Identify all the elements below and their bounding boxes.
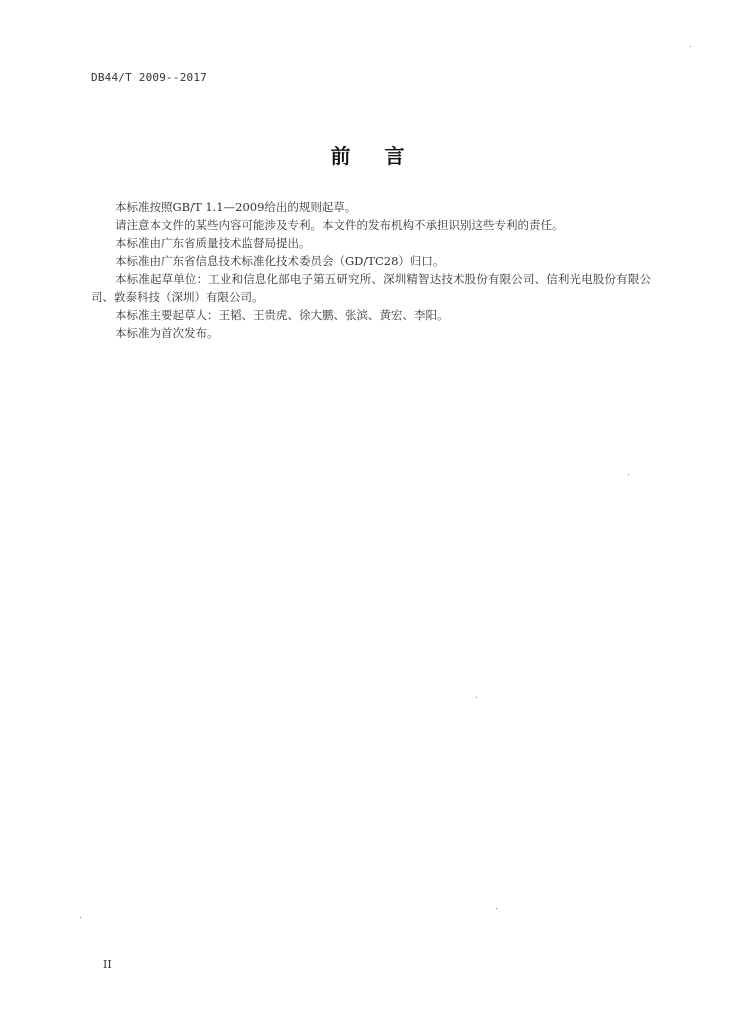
paragraph-first-release: 本标准为首次发布。 (115, 326, 219, 340)
foreword-body (91, 198, 651, 342)
paragraph-drafting-organizations: 本标准起草单位：工业和信息化部电子第五研究所、深圳精智达技术股份有限公司、信利光电股份有限公司、敦泰科技（深圳）有限公司。 (91, 272, 651, 304)
page-number: II (103, 958, 112, 971)
scan-speck (628, 474, 629, 475)
section-title: 前言 (330, 144, 439, 168)
scan-speck (496, 908, 497, 909)
scan-speck (690, 46, 691, 47)
paragraph-drafting-rules: 本标准按照GB/T 1.1—2009给出的规则起草。 (115, 200, 357, 214)
paragraph-main-drafters: 本标准主要起草人：王韬、王贵虎、徐大鹏、张滨、黄宏、李阳。 (115, 308, 449, 322)
paragraph-patent-notice: 请注意本文件的某些内容可能涉及专利。本文件的发布机构不承担识别这些专利的责任。 (115, 218, 564, 232)
scan-speck (476, 697, 477, 698)
paragraph-technical-committee: 本标准由广东省信息技术标准化技术委员会（GD/TC28）归口。 (115, 254, 445, 268)
scan-speck (80, 917, 81, 918)
document-code: DB44/T 2009--2017 (91, 71, 207, 84)
paragraph-proposer: 本标准由广东省质量技术监督局提出。 (115, 236, 311, 250)
